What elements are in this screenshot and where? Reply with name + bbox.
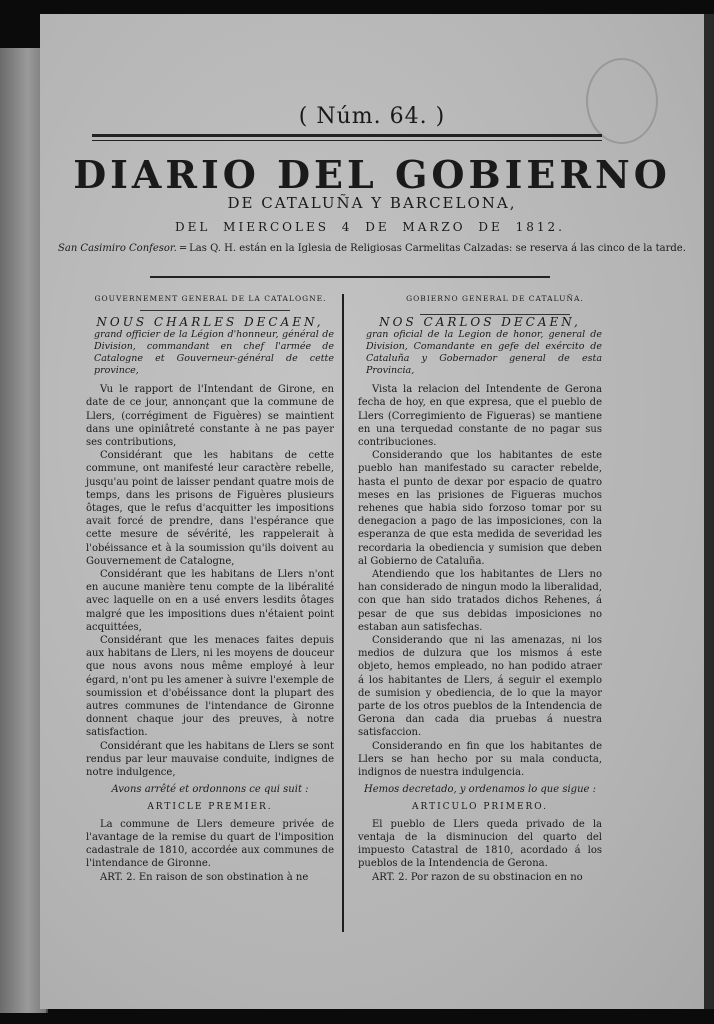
saint-name: San Casimiro Confesor. [58,243,177,254]
newspaper-title: DIARIO DEL GOBIERNO [73,152,671,197]
left-name: NOUS CHARLES DECAEN, [96,315,324,329]
right-decree: Hemos decretado, y ordenamos lo que sigue : [364,784,596,796]
top-rule [92,134,602,137]
newspaper-subtitle: DE CATALUÑA Y BARCELONA, [227,194,517,212]
dateline: DEL MIERCOLES 4 DE MARZO DE 1812. [175,220,565,234]
right-paragraph: Considerando que los habitantes de este pueblo han manifestado su caracter rebelde, hasta el punto de dexar por espacio de quatro meses en las prisiones de Figueras muchos rehenes que habia sido forzoso tomar por su denegacion a pago de las imposiciones, con la esperanza de que esta medida de severidad les recordaria la obediencia y sumision que deben al Gobierno de Cataluña. [358,450,602,567]
right-paragraph: El pueblo de Llers queda privado de la ventaja de la disminucion del quarto del impuesto Catastral de 1810, acordado á los pueblos de la Intendencia de Gerona. [358,818,602,870]
right-paragraph: ART. 2. Por razon de su obstinacion en no [372,871,583,883]
right-page-edge [704,14,714,1009]
left-column [86,316,334,884]
left-paragraph: Considérant que les habitans de Llers n'ont en aucune manière tenu compte de la libéralité avec laquelle on en a usé envers lesdits ôtages malgré que les impositions dues n'étaient point acquittées, [86,569,334,633]
top-rule-thin [92,140,602,141]
right-paragraph: Vista la relacion del Intendente de Gerona fecha de hoy, en que expresa, que el pueblo de Llers (Corregimiento de Figueras) se mantiene en una terquedad constante de no pagar sus contribuciones. [358,384,602,449]
left-paragraph: La commune de Llers demeure privée de l'avantage de la remise du quart de l'imposition cadastrale de 1810, accordée aux communes de l'intendance de Gironne. [86,818,334,870]
library-stamp [586,58,658,144]
left-paragraph: ART. 2. En raison de son obstination à ne [100,871,309,883]
right-paragraph: Considerando en fin que los habitantes de Llers se han hecho por su mala conducta, indignos de nuestra indulgencia. [358,740,602,779]
issue-number: ( Núm. 64. ) [298,104,446,129]
newspaper-page [40,14,704,1009]
right-article-heading: ARTICULO PRIMERO. [411,801,549,812]
header-bottom-rule [150,276,550,278]
saint-notice [58,242,688,256]
right-column-heading: GOBIERNO GENERAL DE CATALUÑA. [406,294,584,303]
left-heading-rule [140,310,290,311]
right-name: NOS CARLOS DECAEN, [379,315,581,329]
left-article-heading: ARTICLE PREMIER. [147,801,273,812]
left-paragraph: Considérant que les menaces faites depuis aux habitans de Llers, ni les moyens de douceur que nous avons nous même employé à leur égard, n'ont pu les amener à suivre l'exemple de soumission et d'obéissance dont la plupart des autres communes de l'intendance de Gironne donnent chaque jour des preuves, à notre satisfaction. [86,635,334,739]
left-decree: Avons arrêté et ordonnons ce qui suit : [111,784,309,796]
left-paragraph: Considérant que les habitans de cette commune, ont manifesté leur caractère rebelle, jusqu'au point de laisser pendant quatre mois de temps, dans les prisons de Figuères plusieurs ôtages, que le refus d'acquitter les impositions avait forcé de prendre, dans l'espérance que cette mesure de sévérité, les rappelerait à l'obéissance et à la soumission qu'ils doivent au Gouvernement de Catalogne, [86,450,334,567]
right-titles: gran oficial de la Legion de honor, general de Division, Comandante en gefe del exército de Cataluña y Gobernador general de esta Provincia, [366,329,602,377]
left-paragraph: Vu le rapport de l'Intendant de Girone, en date de ce jour, annonçant que la commune de Llers, (corrégiment de Figuères) se maintient dans une opiniâtreté constante à ne pas payer ses contributions, [86,384,334,449]
right-column [358,316,602,884]
left-column-heading: GOUVERNEMENT GENERAL DE LA CATALOGNE. [94,294,327,303]
left-titles: grand officier de la Légion d'honneur, général de Division, commandant en chef l'armée de Catalogne et Gouverneur-général de cette province, [94,329,334,377]
column-divider [342,294,344,932]
right-paragraph: Atendiendo que los habitantes de Llers no han considerado de ningun modo la liberalidad, con que han sido tratados dichos Rehenes, á pesar de que sus debidas imposiciones no estaban aun satisfechas. [358,569,602,633]
right-paragraph: Considerando que ni las amenazas, ni los medios de dulzura que los mismos á este objeto, hemos empleado, no han podido atraer á los habitantes de Llers, á seguir el exemplo de sumision y obediencia, de lo que la mayor parte de los otros pueblos de la Intendencia de Gerona dan cada dia pruebas á nuestra satisfaccion. [358,635,602,739]
left-paragraph: Considérant que les habitans de Llers se sont rendus par leur mauvaise conduite, indignes de notre indulgence, [86,740,334,779]
saint-text: ═ Las Q. H. están en la Iglesia de Religiosas Carmelitas Calzadas: se reserva á las cinco de la tarde. [176,243,686,254]
